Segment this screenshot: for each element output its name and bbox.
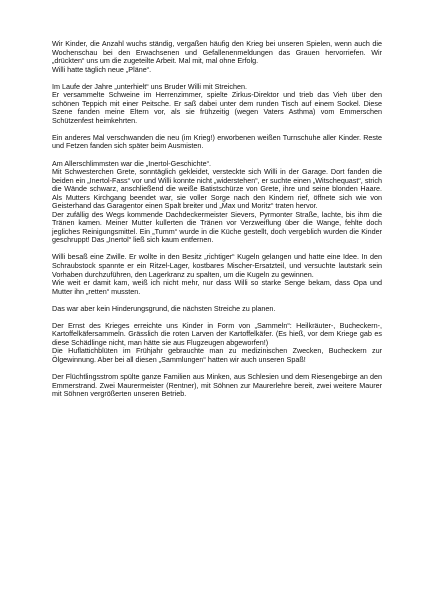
text-line: Am Allerschlimmsten war die „Inertol-Geschichte“. [52, 158, 211, 168]
paragraph-next-pranks [52, 305, 382, 314]
text-line: Der zufällig des Wegs kommende Dachdeckermeister Sievers, Pyrmonter Straße, lachte, bis ihm die Tränen kamen. Meiner Mutter kullerten die Tränen vor Verzweiflung über die Wange, fehlte doch jegliches Reinigungsmittel. Ein „Tumm“ wurde in die Küche gestellt, doch vergeblich wurden die Kinder geschruppt! Das „Inertol“ ließ sich kaum entfernen. [52, 209, 382, 245]
text-line: Willi besaß eine Zwille. Er wollte in den Besitz „richtiger“ Kugeln gelangen und hatte eine Idee. In den Schraubstock spannte er ein Ritzel-Lager, kostbares Mischer-Ersatzteil, und versuchte lautstark sein Vorhaben durchzuführen, den Lagerkranz zu spalten, um die Kugeln zu gewinnen. [52, 252, 382, 279]
text-line: Die Huflattichblüten im Frühjahr gebrauchte man zu medizinischen Zwecken, Bucheckern zur Ölgewinnung. Aber bei all diesen „Sammlungen“ hatten wir auch unseren Spaß! [52, 346, 382, 364]
text-line: Im Laufe der Jahre „unterhielt“ uns Bruder Willi mit Streichen. [52, 81, 247, 91]
text-line: Ein anderes Mal verschwanden die neu (im Krieg!) erworbenen weißen Turnschuhe aller Kinder. Reste und Fetzen fanden sich später beim Ausmisten. [52, 132, 382, 151]
text-line: Willi hatte täglich neue „Pläne“. [52, 64, 152, 74]
document-page [52, 40, 382, 407]
paragraph-sneakers [52, 134, 382, 151]
paragraph-refugees [52, 373, 382, 399]
text-line: Mit Schwesterchen Grete, sonntäglich gekleidet, versteckte sich Willi in der Garage. Dort fanden die beiden ein „Inertol-Fass“ vor und Willi konnte nicht „widerstehen“, er suchte einen „Witschequast“, strich die Wände schwarz, anschließend die weiße Batistschürze von Grete, ihre und seine blonden Haare. Als Mutters Kirchgang beendet war, sie voller Sorge nach den Kindern rief, öffnete sich wie von Geisterhand das Garagentor einen Spalt breiter und „Max und Moritz“ traten hervor. [52, 167, 382, 211]
text-line: Der Ernst des Krieges erreichte uns Kinder in Form von „Sammeln“: Heilkräuter-, Bucheckern-, Kartoffelkäfersammeln. Grässlich die roten Larven der Kartoffelkäfer. (Es hieß, vor dem Kriege gab es diese Schädlinge nicht, man hätte sie aus Flugzeugen abgeworfen!) [52, 320, 382, 347]
text-line: Wir Kinder, die Anzahl wuchs ständig, vergaßen häufig den Krieg bei unseren Spielen, wenn auch die Wochenschau bei den Erwachsenen und Gefallenenmeldungen das Grauen hervorriefen. Wir „drückten“ uns um die zugeteilte Arbeit. Mal mit, mal ohne Erfolg. [52, 39, 382, 66]
paragraph-inertol-story [52, 160, 382, 245]
paragraph-pigs-circus [52, 83, 382, 126]
paragraph-slingshot [52, 253, 382, 296]
text-line: Er versammelte Schweine im Herrenzimmer, spielte Zirkus-Direktor und trieb das Vieh über den schönen Teppich mit einer Peitsche. Er saß dabei unter dem runden Tisch auf einem Sockel. Diese Szene fanden meine Eltern vor, als sie frühzeitig (wegen Vaters Asthma) vom Emmerschen Schützenfest heimkehrten. [52, 90, 382, 125]
paragraph-collecting [52, 322, 382, 365]
text-line: Wie weit er damit kam, weiß ich nicht mehr, nur dass Willi so starke Senge bekam, dass Opa und Mutter ihn „retten“ mussten. [52, 278, 382, 296]
text-line: Das war aber kein Hinderungsgrund, die nächsten Streiche zu planen. [52, 303, 276, 313]
paragraph-children-war [52, 40, 382, 74]
text-line: Der Flüchtlingsstrom spülte ganze Familien aus Minken, aus Schlesien und dem Riesengebirge an den Emmerstrand. Zwei Maurermeister (Rentner), mit Söhnen zur Maurerlehre bereit, zwei weitere Maurer mit Söhnen vergrößerten unseren Betrieb. [52, 372, 382, 399]
